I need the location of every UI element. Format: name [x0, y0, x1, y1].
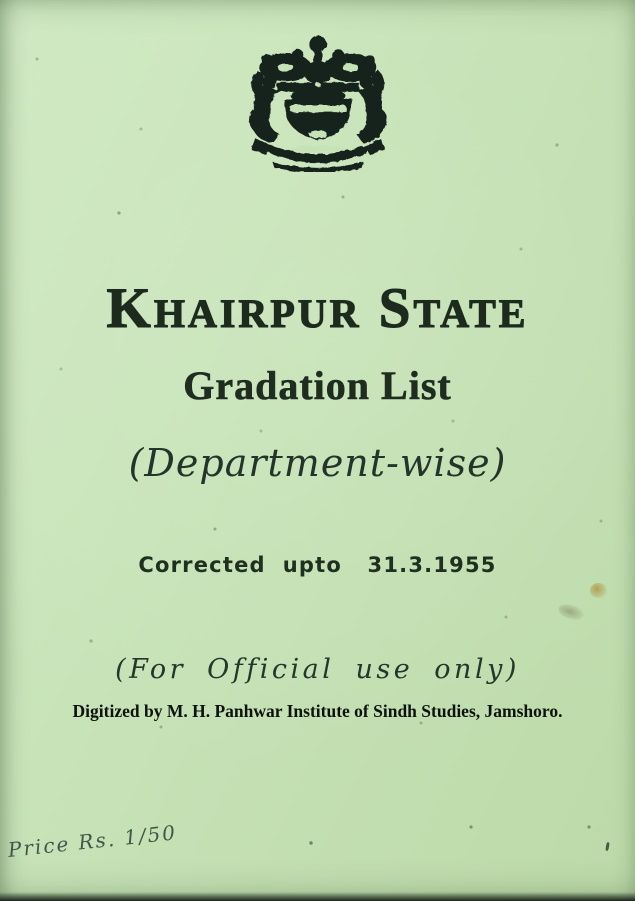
cover-subtitle: Gradation List — [183, 363, 452, 408]
scan-bottom-edge — [0, 892, 635, 901]
department-wise-note: (Department-wise) — [128, 441, 507, 485]
cover-title: Khairpur State — [106, 277, 529, 340]
ink-speck-mark — [605, 842, 610, 851]
corrected-date-line: Corrected upto 31.3.1955 — [138, 553, 497, 577]
paper-texture-speckles — [0, 0, 2, 2]
coat-of-arms-icon — [242, 34, 394, 172]
paper-stain — [590, 583, 607, 598]
paper-stain — [556, 601, 585, 622]
handwritten-price-note: Price Rs. 1/50 — [6, 820, 179, 862]
official-use-note: (For Official use only) — [115, 654, 520, 685]
state-emblem — [0, 34, 635, 172]
digitized-credit-line: Digitized by M. H. Panhwar Institute of Sindh Studies, Jamshoro. — [72, 701, 563, 721]
